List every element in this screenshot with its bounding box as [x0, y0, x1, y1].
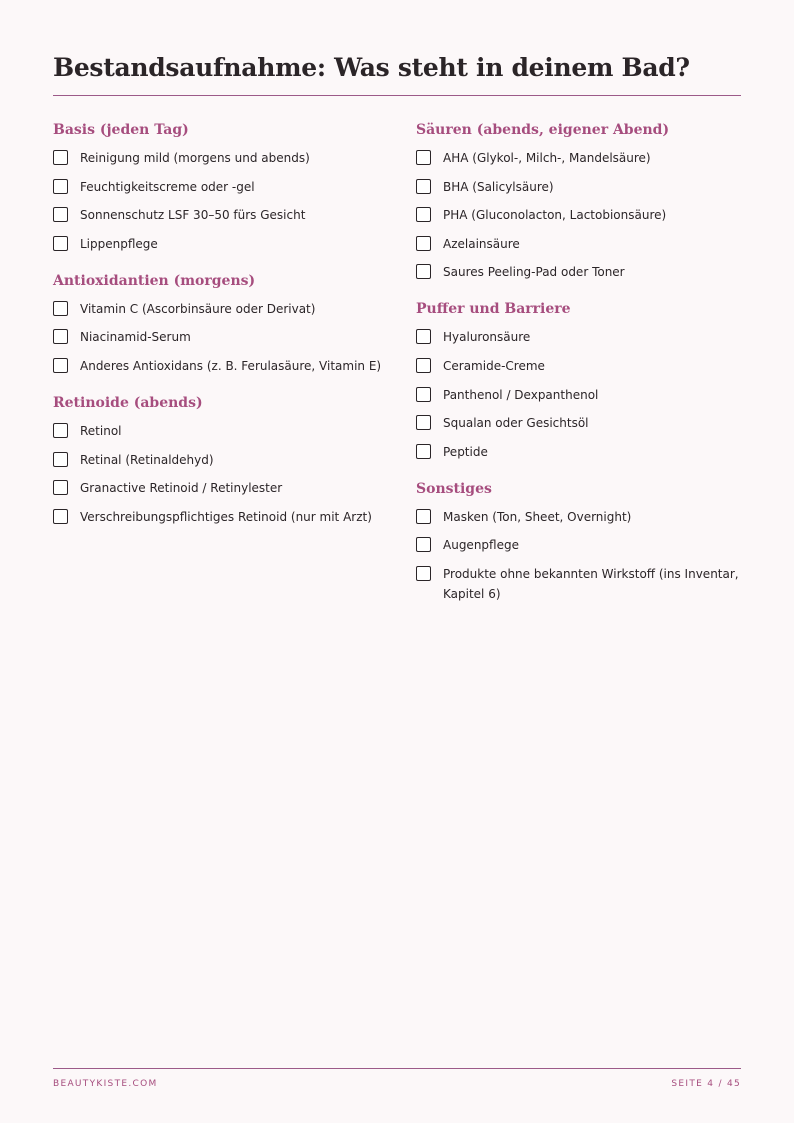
checklist-section-sonstiges: [416, 477, 741, 604]
section-title: Basis (jeden Tag): [53, 122, 189, 138]
checklist-section-saeuren-abends-eigener-abend: [416, 118, 741, 282]
checklist-item-label: Peptide: [443, 444, 488, 459]
checklist-item[interactable]: [416, 148, 741, 168]
checklist-item[interactable]: [416, 327, 741, 347]
checklist-item-label: BHA (Salicylsäure): [443, 179, 554, 194]
section-title: Antioxidantien (morgens): [53, 272, 256, 289]
checkbox-icon[interactable]: [53, 452, 68, 467]
checkbox-icon[interactable]: [416, 509, 431, 524]
checklist-item-label: Sonnenschutz LSF 30–50 fürs Gesicht: [80, 208, 306, 223]
page-title: Bestandsaufnahme: Was steht in deinem Bad?: [53, 53, 690, 82]
checklist-items: [53, 421, 393, 527]
checklist-item[interactable]: [416, 535, 741, 555]
checklist-item[interactable]: [53, 234, 393, 254]
checkbox-icon[interactable]: [416, 179, 431, 194]
checkbox-icon[interactable]: [416, 358, 431, 373]
checkbox-icon[interactable]: [53, 329, 68, 344]
title-divider: [53, 95, 741, 96]
checklist-item[interactable]: [53, 299, 393, 319]
checkbox-icon[interactable]: [416, 236, 431, 251]
checklist-item[interactable]: [53, 478, 393, 498]
checklist-item[interactable]: [416, 205, 741, 225]
checklist-item[interactable]: [416, 262, 741, 282]
checklist-item-label: Retinal (Retinaldehyd): [80, 452, 214, 467]
checklist-item-label: Produkte ohne bekannten Wirkstoff (ins Inventar, Kapitel 6): [443, 566, 739, 601]
checklist-item[interactable]: [416, 442, 741, 462]
section-title: Puffer und Barriere: [416, 301, 571, 318]
checklist-item[interactable]: [416, 234, 741, 254]
checklist-items: [416, 507, 741, 604]
checkbox-icon[interactable]: [416, 207, 431, 222]
checklist-item-label: Niacinamid-Serum: [80, 330, 191, 345]
checklist-item[interactable]: [53, 148, 393, 168]
checklist-item[interactable]: [53, 507, 393, 527]
checklist-item-label: PHA (Gluconolacton, Lactobionsäure): [443, 208, 667, 223]
checkbox-icon[interactable]: [416, 537, 431, 552]
checklist-items: [416, 327, 741, 461]
checklist-item[interactable]: [53, 177, 393, 197]
checklist-column-left: [53, 118, 393, 542]
footer-divider: [53, 1068, 741, 1069]
checkbox-icon[interactable]: [53, 207, 68, 222]
checklist-item[interactable]: [416, 507, 741, 527]
checklist-item-label: Lippenpflege: [80, 236, 158, 251]
checklist-item[interactable]: [53, 421, 393, 441]
section-title: Retinoide (abends): [53, 394, 203, 411]
checklist-item[interactable]: [53, 356, 393, 376]
checkbox-icon[interactable]: [416, 415, 431, 430]
checklist-item-label: Retinol: [80, 423, 122, 438]
checkbox-icon[interactable]: [416, 387, 431, 402]
checklist-item-label: Vitamin C (Ascorbinsäure oder Derivat): [80, 301, 316, 316]
checkbox-icon[interactable]: [53, 236, 68, 251]
checkbox-icon[interactable]: [416, 329, 431, 344]
checklist-items: [53, 299, 393, 376]
checklist-column-right: [416, 118, 741, 619]
checklist-item-label: Anderes Antioxidans (z. B. Ferulasäure, Vitamin E): [80, 358, 382, 373]
checklist-item[interactable]: [416, 385, 741, 405]
checkbox-icon[interactable]: [53, 480, 68, 495]
checkbox-icon[interactable]: [53, 179, 68, 194]
checklist-item-label: Squalan oder Gesichtsöl: [443, 416, 589, 431]
checklist-items: [53, 148, 393, 254]
checklist-item[interactable]: [53, 205, 393, 225]
checklist-item[interactable]: [416, 356, 741, 376]
checklist-item-label: Verschreibungspflichtiges Retinoid (nur mit Arzt): [80, 509, 372, 524]
checklist-item[interactable]: [416, 413, 741, 433]
checkbox-icon[interactable]: [416, 150, 431, 165]
checklist-item-label: Azelainsäure: [443, 236, 520, 251]
checkbox-icon[interactable]: [416, 264, 431, 279]
checklist-item-label: AHA (Glykol-, Milch-, Mandelsäure): [443, 151, 651, 165]
checklist-item-label: Masken (Ton, Sheet, Overnight): [443, 509, 632, 524]
footer-site-name: BEAUTYKISTE.COM: [53, 1079, 158, 1089]
checklist-item[interactable]: [53, 327, 393, 347]
checklist-item[interactable]: [53, 450, 393, 470]
footer-page-number: SEITE 4 / 45: [671, 1079, 741, 1089]
checklist-section-puffer-und-barriere: [416, 297, 741, 461]
checklist-item-label: Granactive Retinoid / Retinylester: [80, 481, 283, 496]
checkbox-icon[interactable]: [53, 423, 68, 438]
checklist-item-label: Ceramide-Creme: [443, 358, 545, 373]
checkbox-icon[interactable]: [53, 509, 68, 524]
checklist-item-label: Hyaluronsäure: [443, 330, 531, 345]
checkbox-icon[interactable]: [416, 566, 431, 581]
checklist-item-label: Feuchtigkeitscreme oder -gel: [80, 179, 255, 194]
checklist-section-antioxidantien-morgens: [53, 269, 393, 376]
checklist-item-label: Augenpflege: [443, 538, 519, 553]
checklist-item-label: Panthenol / Dexpanthenol: [443, 387, 599, 402]
checklist-section-retinoide-abends: [53, 391, 393, 527]
checklist-section-basis-jeden-tag: [53, 118, 393, 254]
checkbox-icon[interactable]: [416, 444, 431, 459]
section-title: Säuren (abends, eigener Abend): [416, 122, 670, 138]
checklist-item[interactable]: [416, 177, 741, 197]
checkbox-icon[interactable]: [53, 358, 68, 373]
section-title: Sonstiges: [416, 480, 492, 497]
checklist-item-label: Saures Peeling-Pad oder Toner: [443, 265, 625, 280]
checkbox-icon[interactable]: [53, 301, 68, 316]
checklist-items: [416, 148, 741, 282]
checklist-item[interactable]: [416, 564, 741, 604]
checklist-item-label: Reinigung mild (morgens und abends): [80, 151, 310, 165]
checkbox-icon[interactable]: [53, 150, 68, 165]
